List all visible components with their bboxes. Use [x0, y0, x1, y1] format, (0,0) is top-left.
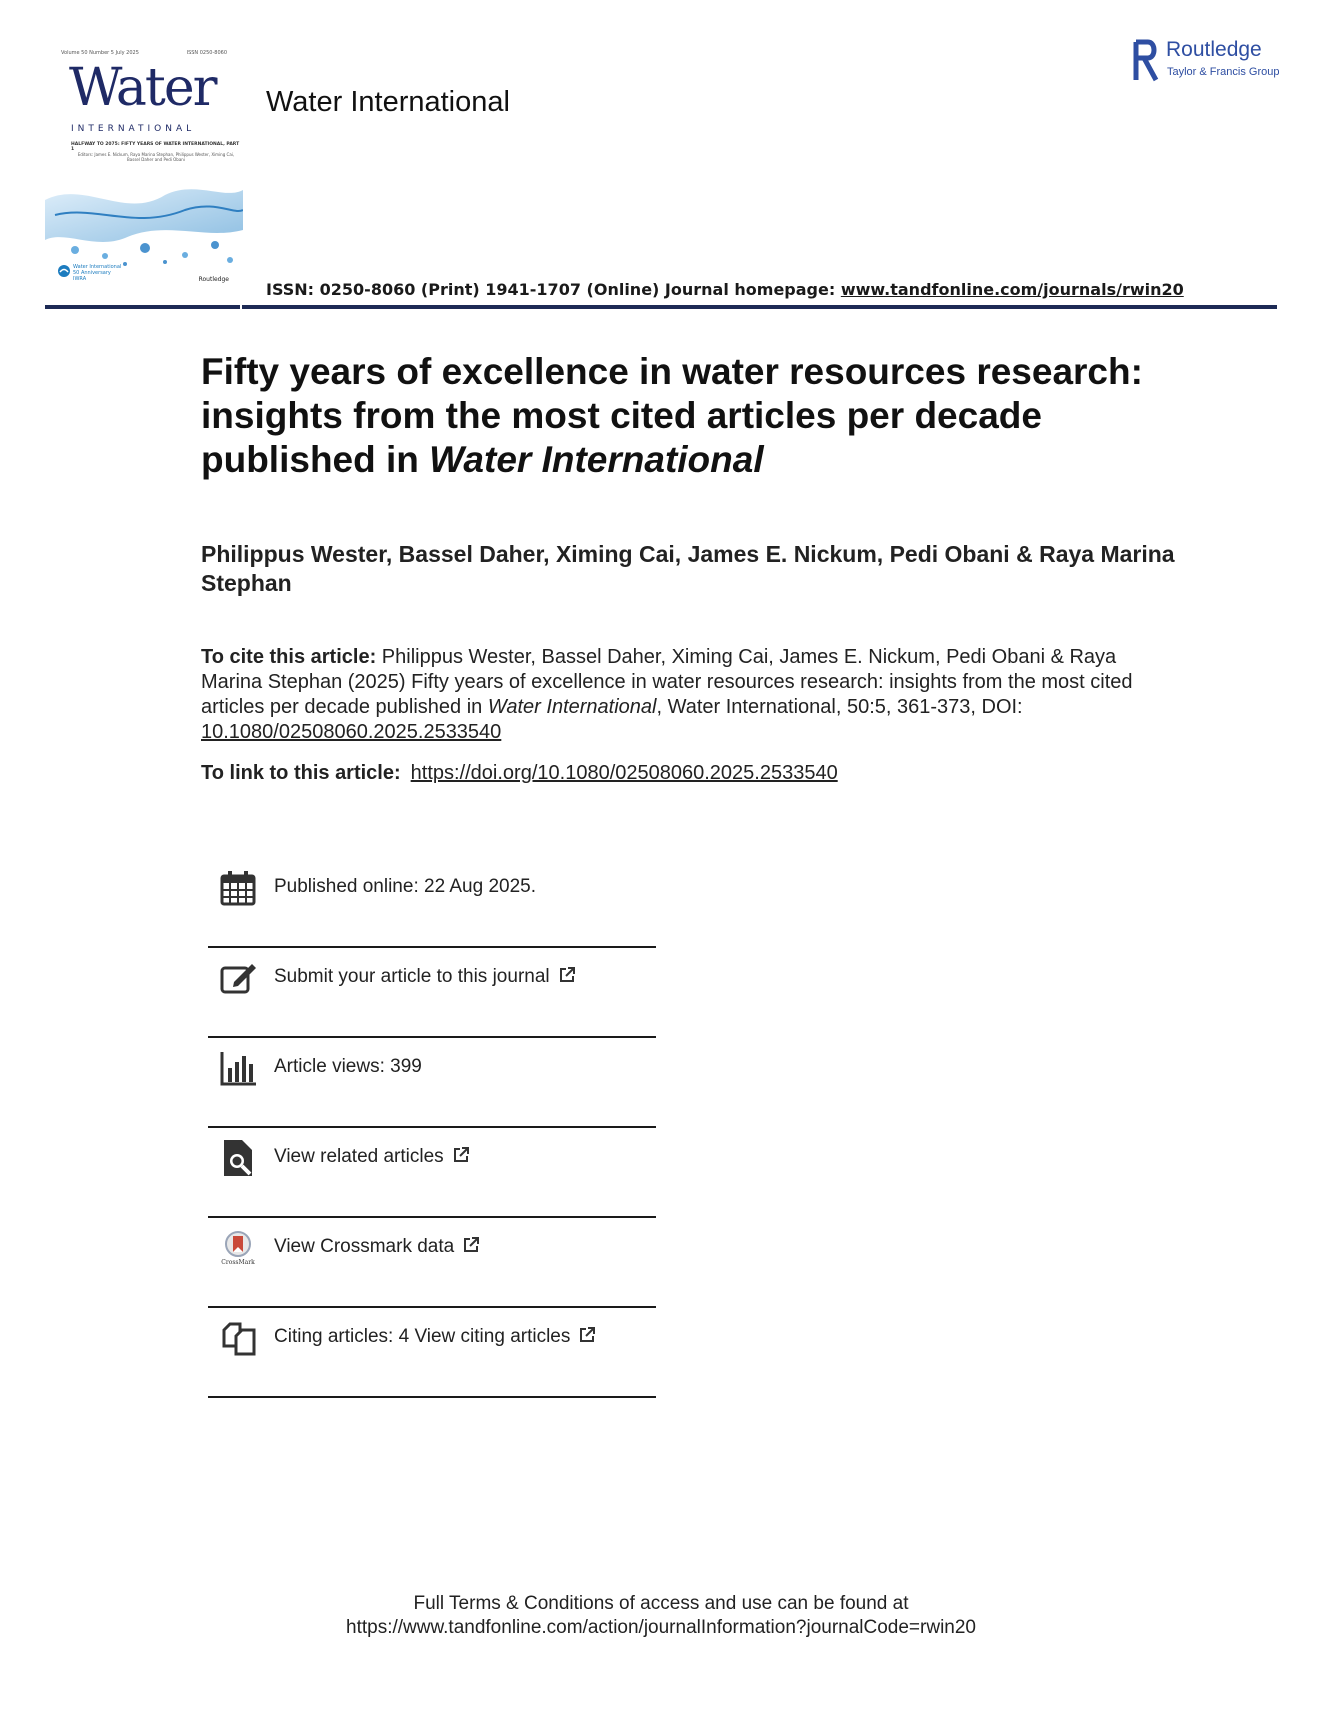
citation-label: To cite this article:: [201, 646, 377, 668]
issn-homepage-line: [266, 280, 1184, 299]
citing-articles-label[interactable]: Citing articles: 4 View citing articles: [274, 1326, 571, 1347]
cover-theme: HALFWAY TO 2075: FIFTY YEARS OF WATER INTERNATIONAL, PART 1: [71, 142, 240, 152]
info-row-crossmark[interactable]: [208, 1218, 656, 1308]
crossmark-link[interactable]: [274, 1236, 480, 1258]
article-title: [201, 350, 1201, 482]
info-row-views: [208, 1038, 656, 1128]
cover-issn: ISSN 0250-8060: [186, 50, 227, 56]
edit-icon: [220, 960, 256, 996]
citation-text-before: Philippus Wester, Bassel Daher, Ximing Cai, James E. Nickum, Pedi Obani & Raya Marina Stephan (2025) Fifty years of excellence in water resources research: insights from the most cited articles per decade published in: [201, 646, 1133, 718]
iwra-logo-icon: [57, 264, 71, 278]
info-row-submit[interactable]: [208, 948, 656, 1038]
submit-article-link[interactable]: [274, 966, 576, 988]
terms-url-link[interactable]: https://www.tandfonline.com/action/journalInformation?journalCode=rwin20: [346, 1617, 976, 1638]
issn-text: ISSN: 0250-8060 (Print) 1941-1707 (Online) Journal homepage:: [266, 280, 841, 299]
publisher-group: Taylor & Francis Group: [1167, 66, 1280, 78]
external-link-icon: [558, 966, 576, 984]
crossmark-icon: [220, 1230, 256, 1266]
cover-routledge-logo: Routledge: [198, 276, 229, 283]
water-splash-illustration: [45, 160, 243, 270]
related-articles-link[interactable]: [274, 1146, 470, 1168]
journal-cover-image: [45, 50, 243, 292]
article-authors: Philippus Wester, Bassel Daher, Ximing Cai, James E. Nickum, Pedi Obani & Raya Marina Stephan: [201, 541, 1175, 596]
terms-line-1: Full Terms & Conditions of access and use can be found at: [413, 1593, 909, 1614]
related-articles-label[interactable]: View related articles: [274, 1146, 444, 1167]
info-row-citing[interactable]: [208, 1308, 656, 1398]
info-row-related[interactable]: [208, 1128, 656, 1218]
citation-text-after: , Water International, 50:5, 361-373, DOI:: [656, 696, 1023, 718]
document-search-icon: [220, 1140, 256, 1176]
journal-name: Water International: [266, 86, 510, 118]
header-rule-gap: [240, 305, 242, 309]
terms-footer: [0, 1592, 1322, 1640]
cover-volume-line: Volume 50 Number 5 July 2025: [61, 50, 139, 56]
article-title-italic: Water International: [429, 439, 764, 480]
iwra-text: Water International 50 Anniversary IWRA: [73, 264, 122, 282]
article-title-main: Fifty years of excellence in water resources research: insights from the most cited articles per decade published in: [201, 351, 1143, 480]
info-row-published: [208, 858, 656, 948]
article-link-line: [201, 762, 838, 785]
submit-article-label[interactable]: Submit your article to this journal: [274, 966, 550, 987]
calendar-icon: [220, 870, 256, 906]
publisher-name: Routledge: [1166, 38, 1262, 61]
bar-chart-icon: [220, 1050, 256, 1086]
header-rule: [45, 305, 1277, 309]
citation-text-italic: Water International: [487, 696, 657, 718]
article-views-text: Article views: 399: [274, 1056, 422, 1077]
routledge-r-icon: [1130, 38, 1160, 84]
link-label: To link to this article:: [201, 762, 401, 784]
external-link-icon: [452, 1146, 470, 1164]
cover-subtitle: INTERNATIONAL: [71, 124, 196, 134]
citing-articles-link[interactable]: [274, 1326, 596, 1348]
cover-editors: Editors: James E. Nickum, Raya Marina Stephan, Philippus Wester, Ximing Cai, Bassel Daher and Pedi Obani: [77, 152, 235, 162]
published-online-text: Published online: 22 Aug 2025.: [274, 876, 536, 897]
cover-title: Water: [69, 58, 216, 118]
crossmark-label[interactable]: View Crossmark data: [274, 1236, 455, 1257]
article-info-list: [208, 858, 656, 1398]
citation-doi-link[interactable]: 10.1080/02508060.2025.2533540: [201, 721, 502, 743]
copy-documents-icon: [220, 1320, 256, 1356]
article-doi-url-link[interactable]: https://doi.org/10.1080/02508060.2025.2533540: [410, 762, 838, 784]
external-link-icon: [578, 1326, 596, 1344]
crossmark-icon-text: CrossMark: [221, 1259, 255, 1266]
external-link-icon: [462, 1236, 480, 1254]
journal-homepage-link[interactable]: www.tandfonline.com/journals/rwin20: [840, 280, 1184, 299]
citation-block: [201, 645, 1151, 745]
